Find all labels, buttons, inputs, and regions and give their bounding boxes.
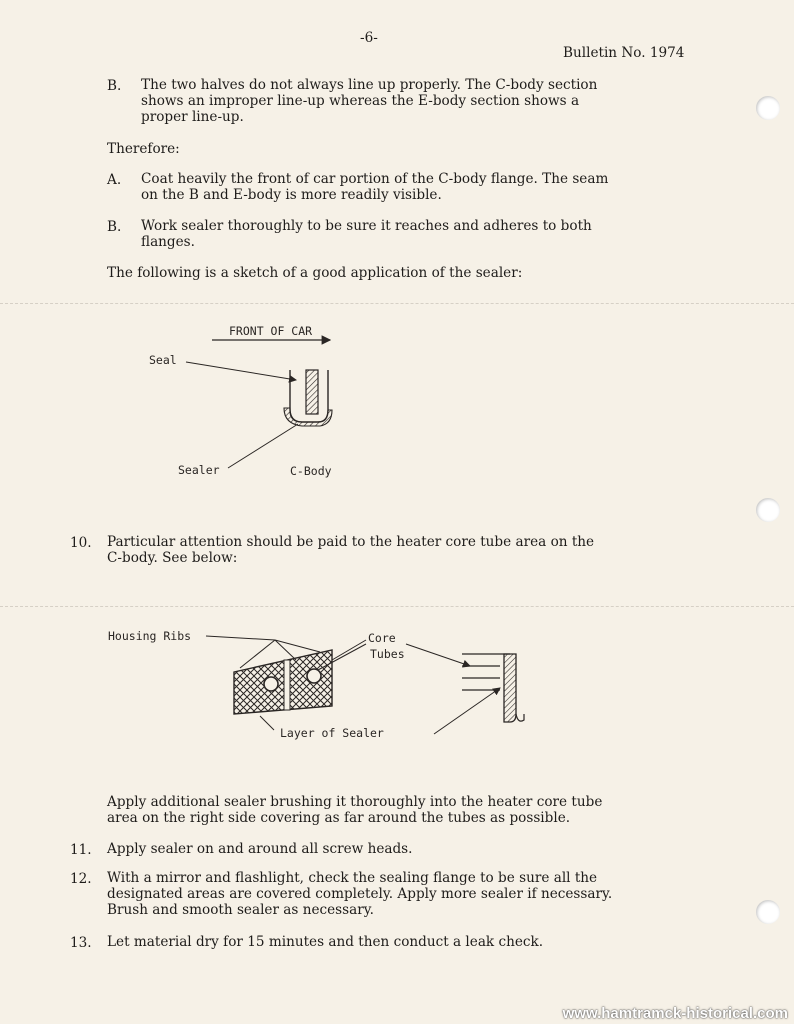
punch-hole <box>756 96 780 120</box>
paragraph-line: Apply sealer on and around all screw heads. <box>107 841 413 857</box>
tubes-label: Tubes <box>370 647 405 661</box>
core-label: Core <box>368 631 396 645</box>
front-of-car-label: FRONT OF CAR <box>229 324 313 338</box>
sealer-label: Sealer <box>178 463 220 477</box>
item-number: 11. <box>70 842 92 858</box>
seal-leader-line <box>186 362 296 380</box>
item-letter: B. <box>107 219 122 235</box>
therefore-heading: Therefore: <box>107 141 180 157</box>
housing-ribs-label: Housing Ribs <box>108 629 192 643</box>
punch-hole <box>756 498 780 522</box>
paragraph-line: Work sealer thoroughly to be sure it reaches and adheres to both <box>141 218 592 234</box>
paragraph-line: Coat heavily the front of car portion of the C-body flange. The seam <box>141 171 609 187</box>
layer-of-sealer-label: Layer of Sealer <box>280 726 384 740</box>
item-number: 10. <box>70 535 92 551</box>
paragraph-line: Particular attention should be paid to the heater core tube area on the <box>107 534 595 550</box>
paragraph-line: shows an improper line-up whereas the E-body section shows a <box>141 93 580 109</box>
tubes-side-drawing <box>462 654 524 722</box>
sealer-leader-line <box>228 424 298 468</box>
site-watermark: www.hamtramck-historical.com <box>562 1005 788 1022</box>
paragraph-line: The two halves do not always line up properly. The C-body section <box>141 77 598 93</box>
paragraph-line: Apply additional sealer brushing it thoroughly into the heater core tube <box>107 794 603 810</box>
paragraph-line: C-body. See below: <box>107 550 238 566</box>
c-body-label: C-Body <box>290 464 332 478</box>
seal-label: Seal <box>149 353 177 367</box>
core-tubes-arrow <box>406 644 470 666</box>
item-letter: B. <box>107 78 122 94</box>
paragraph-line: area on the right side covering as far around the tubes as possible. <box>107 810 571 826</box>
sketch-intro: The following is a sketch of a good application of the sealer: <box>107 265 523 281</box>
item-letter: A. <box>107 172 122 188</box>
bleed-through-line <box>0 606 794 607</box>
paragraph-line: proper line-up. <box>141 109 244 125</box>
core-tubes-leader <box>332 640 366 660</box>
item-number: 12. <box>70 871 92 887</box>
paragraph-line: With a mirror and flashlight, check the sealing flange to be sure all the <box>107 870 598 886</box>
bulletin-number: Bulletin No. 1974 <box>563 45 685 61</box>
sealer-layer-arrow <box>434 688 500 734</box>
paragraph-line: flanges. <box>141 234 195 250</box>
paragraph-line: designated areas are covered completely. Apply more sealer if necessary. <box>107 886 613 902</box>
item-number: 13. <box>70 935 92 951</box>
paragraph-line: Brush and smooth sealer as necessary. <box>107 902 374 918</box>
paragraph-line: on the B and E-body is more readily visible. <box>141 187 442 203</box>
bleed-through-line <box>0 303 794 304</box>
page-number: -6- <box>360 30 378 46</box>
seal-sketch-figure <box>140 318 370 488</box>
punch-hole <box>756 900 780 924</box>
housing-block-drawing <box>234 650 332 714</box>
layer-of-sealer-leader <box>260 716 274 730</box>
paragraph-line: Let material dry for 15 minutes and then conduct a leak check. <box>107 934 544 950</box>
flange-drawing <box>284 370 332 426</box>
heater-core-figure <box>100 620 540 750</box>
housing-ribs-leader <box>206 636 275 640</box>
